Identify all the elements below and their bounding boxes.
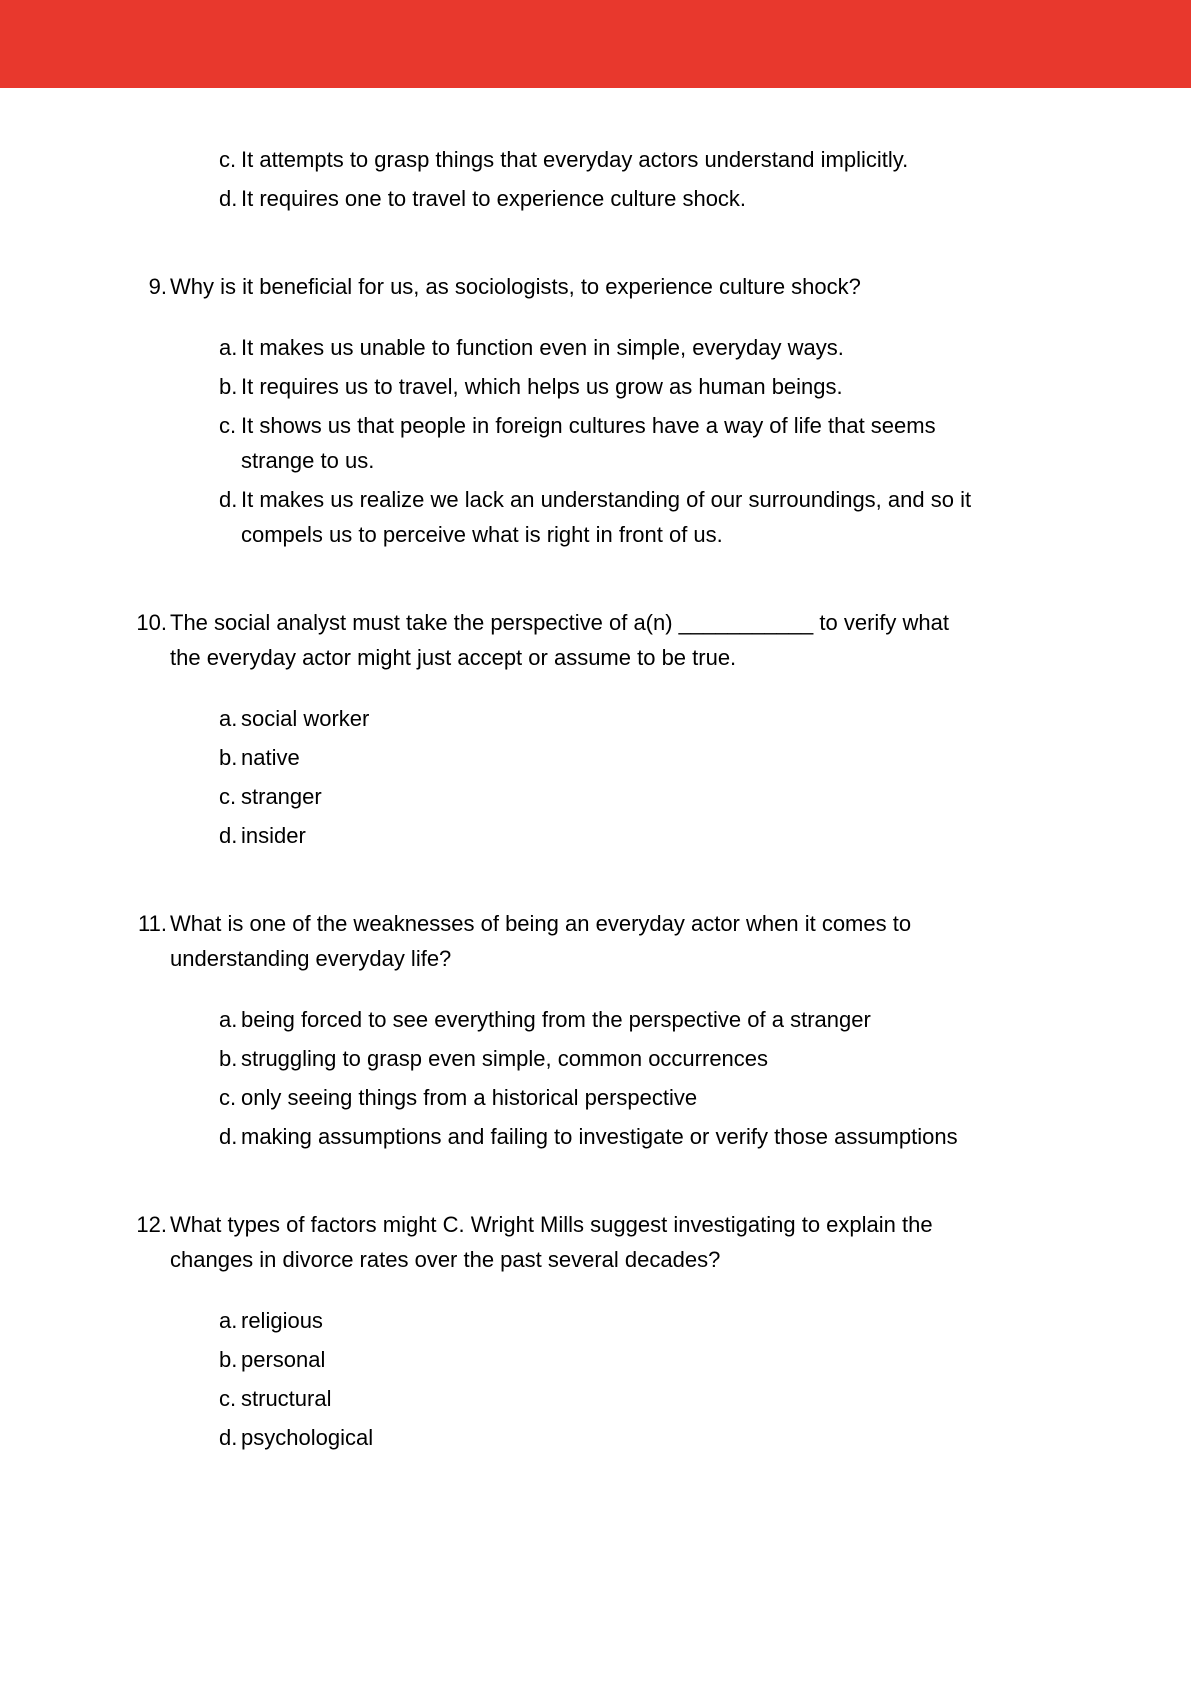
question-9 xyxy=(131,269,1141,552)
option-text: It shows us that people in foreign cultures have a way of life that seems strange to us. xyxy=(241,413,936,473)
option-text: insider xyxy=(241,823,306,848)
option-label: b. xyxy=(219,374,238,399)
question-text: changes in divorce rates over the past several decades? xyxy=(170,1247,721,1272)
option-label: c. xyxy=(219,147,237,172)
option-text: It requires us to travel, which helps us grow as human beings. xyxy=(241,374,843,399)
option-label: a. xyxy=(219,1308,238,1333)
option-text: It makes us realize we lack an understanding of our surroundings, and so it compels us to perceive what is right in front of us. xyxy=(241,487,972,547)
answer-option xyxy=(219,369,1141,404)
option-text: being forced to see everything from the perspective of a stranger xyxy=(241,1007,871,1032)
question-number: 9. xyxy=(148,274,167,299)
question-12 xyxy=(131,1207,1141,1455)
question-text: What is one of the weaknesses of being an everyday actor when it comes to xyxy=(170,911,912,936)
option-label: d. xyxy=(219,823,238,848)
option-text: personal xyxy=(241,1347,326,1372)
option-label: c. xyxy=(219,1386,237,1411)
answer-option xyxy=(219,1420,1141,1455)
option-text: social worker xyxy=(241,706,370,731)
question-number: 10. xyxy=(136,610,167,635)
option-text: It requires one to travel to experience culture shock. xyxy=(241,186,747,211)
answer-option xyxy=(219,701,1141,736)
question-text: The social analyst must take the perspective of a(n) ___________ to verify what xyxy=(170,610,949,635)
answer-option xyxy=(219,779,1141,814)
option-label: a. xyxy=(219,706,238,731)
answer-option xyxy=(219,142,1141,177)
question-text: understanding everyday life? xyxy=(170,946,452,971)
question-text: What types of factors might C. Wright Mills suggest investigating to explain the xyxy=(170,1212,933,1237)
answer-option xyxy=(219,1002,1141,1037)
option-text: only seeing things from a historical perspective xyxy=(241,1085,698,1110)
option-label: a. xyxy=(219,335,238,360)
option-label: c. xyxy=(219,413,237,438)
option-label: d. xyxy=(219,487,238,512)
option-label: b. xyxy=(219,1347,238,1372)
answer-option xyxy=(219,1119,1141,1154)
question-text: Why is it beneficial for us, as sociologists, to experience culture shock? xyxy=(170,274,861,299)
option-label: c. xyxy=(219,784,237,809)
option-text: structural xyxy=(241,1386,332,1411)
option-label: c. xyxy=(219,1085,237,1110)
option-text: making assumptions and failing to investigate or verify those assumptions xyxy=(241,1124,958,1149)
option-label: d. xyxy=(219,1425,238,1450)
answer-option xyxy=(219,1342,1141,1377)
option-text: stranger xyxy=(241,784,322,809)
option-text: It makes us unable to function even in simple, everyday ways. xyxy=(241,335,844,360)
answer-option xyxy=(219,818,1141,853)
question-text: the everyday actor might just accept or assume to be true. xyxy=(170,645,737,670)
answer-option xyxy=(219,330,1141,365)
answer-option xyxy=(219,1381,1141,1416)
answer-option xyxy=(219,482,1141,552)
answer-option xyxy=(219,181,1141,216)
option-label: a. xyxy=(219,1007,238,1032)
carryover-options xyxy=(131,142,1141,216)
option-text: It attempts to grasp things that everyday actors understand implicitly. xyxy=(241,147,909,172)
option-label: b. xyxy=(219,745,238,770)
option-label: d. xyxy=(219,1124,238,1149)
question-11 xyxy=(131,906,1141,1154)
option-text: psychological xyxy=(241,1425,374,1450)
answer-option xyxy=(219,740,1141,775)
option-text: religious xyxy=(241,1308,323,1333)
answer-option xyxy=(219,408,1141,478)
question-number: 12. xyxy=(136,1212,167,1237)
answer-option xyxy=(219,1303,1141,1338)
option-text: struggling to grasp even simple, common occurrences xyxy=(241,1046,769,1071)
answer-option xyxy=(219,1041,1141,1076)
question-10 xyxy=(131,605,1141,853)
page-content xyxy=(131,0,1141,1459)
answer-option xyxy=(219,1080,1141,1115)
question-number: 11. xyxy=(138,911,167,936)
option-text: native xyxy=(241,745,300,770)
option-label: b. xyxy=(219,1046,238,1071)
option-label: d. xyxy=(219,186,238,211)
